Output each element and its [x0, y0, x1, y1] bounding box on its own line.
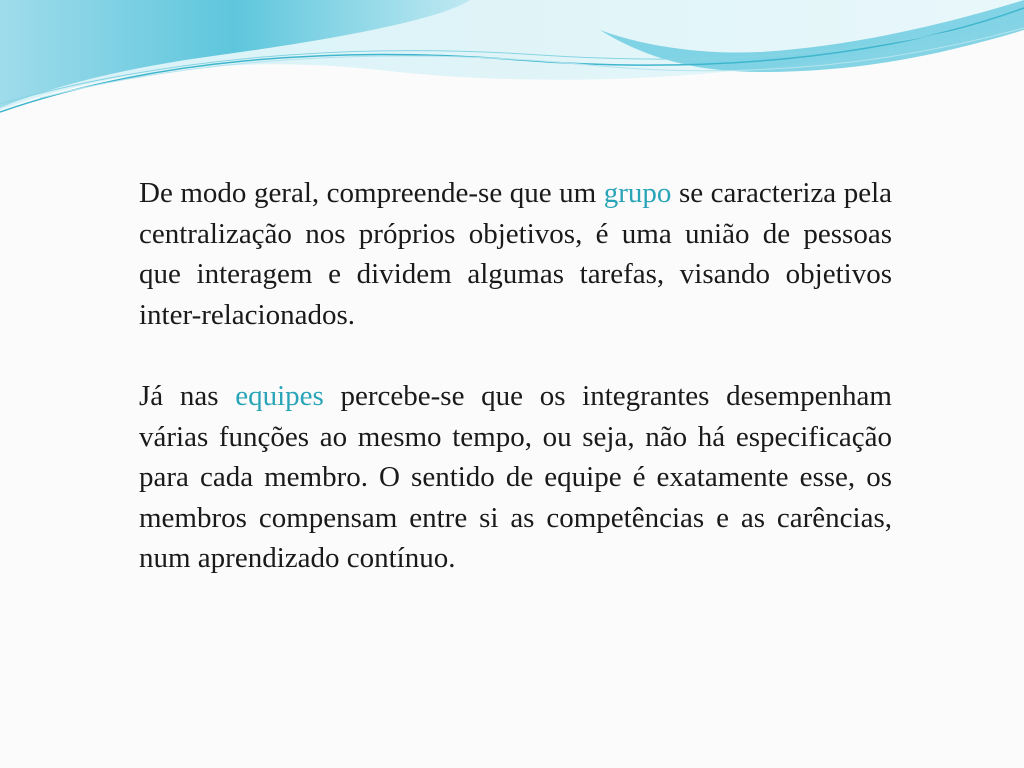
paragraph-grupo-text-before: De modo geral, compreende-se que um — [139, 177, 604, 209]
paragraph-grupo — [139, 173, 892, 335]
paragraph-grupo-text-after: se caracteriza pela centralização nos próprios objetivos, é uma união de pessoas que interagem e dividem algumas tarefas, visando objetivos inter-relacionados. — [139, 177, 892, 331]
paragraph-equipes-text-after: percebe-se que os integrantes desempenham várias funções ao mesmo tempo, ou seja, não há especificação para cada membro. O sentido de equipe é exatamente esse, os membros compensam entre si as competências e as carências, num aprendizado contínuo. — [139, 379, 892, 575]
header-wave-decoration — [0, 0, 1024, 130]
slide-body — [139, 173, 892, 620]
paragraph-equipes-text-before: Já nas — [139, 379, 236, 412]
keyword-grupo: grupo — [603, 177, 672, 209]
keyword-equipes: equipes — [235, 379, 324, 412]
paragraph-equipes — [139, 376, 892, 579]
